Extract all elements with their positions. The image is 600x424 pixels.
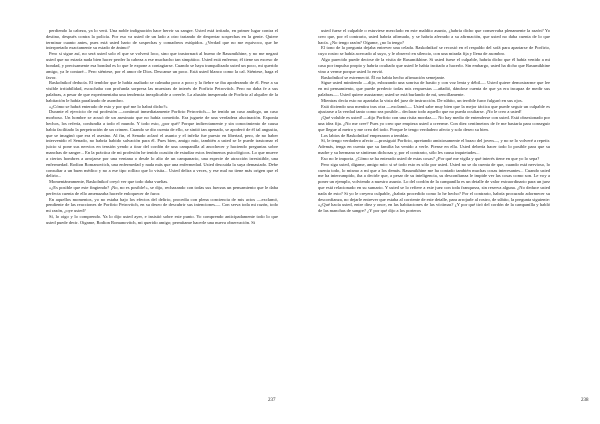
paragraph: «¿Cómo se habrá enterado de esto y por qué me lo habrá dicho?»: [49, 103, 168, 109]
paragraph: Está diciendo una mentira tras otra —exclamó—. Usted sabe muy bien que la mejor táctica que puede seguir un culpable es ajustarse a la verdad tanto como sea posible... declarar todo aquello que no pueda ocultarse. ¡No le creo a usted!: [318, 103, 550, 115]
page-number-left: 237: [268, 398, 276, 403]
paragraph: Los labios de Raskolnikof empezaron a temblar.: [321, 132, 409, 138]
paragraph: Momentáneamente, Raskolnikof creyó ver que todo daba vueltas.: [49, 179, 169, 185]
paragraph: Eso no le importa. ¿Cómo se ha enterado usted de estas cosas? ¿Por qué me vigila y qué interés tiene en que yo lo sepa?: [321, 155, 540, 161]
left-page-text: [46, 28, 278, 400]
paragraph: Raskolnikof deducía. El temblor que le había asaltado se calmaba poco a poco y la fiebre se iba apoderando de él. Pese a su visible irritabilidad, escuchaba con profunda sorpresa las muestras de interés de Porfirio Petrovitch. Pero no daba fe a sus palabras, a pesar de que experimentaba una tendencia inexplicable a creerle. La alusión inesperada de Porfirio al alquiler de la habitación le había paralizado de asombro.: [46, 80, 278, 103]
paragraph: perdiendo la cabeza, ya lo verá. Una noble indignación hace hervir su sangre. Usted está irritado, en primer lugar contra el destino, después contra la policía. Por eso va usted de un lado a otro tratando de despertar sospechas en la gente. Quiere terminar cuanto antes, pues está usted harto de sospechas y comadreos estúpidos. ¿Verdad que no me equivoco, que he interpretado exactamente su estado de ánimo?: [46, 28, 278, 51]
paragraph: Durante el ejercicio de mi profesión —continuó inmediatamente Porfirio Petrovitch— he tenido un caso análogo, un caso morboso. Un hombre se acusó de un asesinato que no había cometido. Era juguete de una verdadera alucinación. Exponía hechos, los refería, confundía a todo el mundo. Y todo esto, ¿por qué? Porque indirectamente y sin conocimiento de causa había facilitado la perpetración de un crimen. Cuando se dio cuenta de ello, se sintió tan apenado, se apoderó de él tal angustia, que se imaginó que era el asesino. Al fin, el Senado aclaró el asunto y el infeliz fue puesto en libertad, pero, de no haber intervenido el Senado, no habría habido salvación para él. Pues bien, amigo mío, también a usted se le puede trastornar el juicio si pone sus nervios en tensión yendo a tirar del cordón de una campanilla al anochecer y haciendo preguntas sobre manchas de sangre... En la práctica de mi profesión he tenido ocasión de estudiar estos fenómenos psicológicos. Lo que mueve a ciertos hombres a arrojarse por una ventana o desde lo alto de un campanario, una especie de atracción irresistible, una enfermedad. Rodion Romanovitch, una enfermedad y nada más que una enfermedad. Usted descuida la suya demasiado. Debe consultar a un buen médico y no a ese tipo rollizo que lo visita... Usted delira a veces, y ese mal no tiene más origen que el delirio...: [46, 109, 278, 179]
paragraph: Pero si sigue así, no será usted solo el que se volverá loco, sino que trastornará al bueno de Rasumikhine, y no me negará usted que no estaría nada bien hacer perder la cabeza a ese muchacho tan simpático. Usted está enfermo; él tiene un exceso de bondad, y precisamente esa bondad es lo que le expone a contagiarse. Cuando se haya tranquilizado usted un poco, mi querido amigo, ya le contaré... Pero siéntese, por el amor de Dios. Descanse un poco. Está usted blanco como la cal. Siéntese, haga el favor.: [46, 51, 278, 80]
right-page-text: [318, 28, 550, 400]
paragraph: Sí, lo oigo y lo comprendo. Ya lo dijo usted ayer, e insistió sobre este punto. Yo comprendo anticipadamente todo lo que usted puede decir. Oigame, Rodion Romanovitch, mi querido amigo; permítame hacerle una nueva observación. Si: [46, 214, 278, 225]
paragraph: En aquellos momentos, yo no estaba bajo los efectos del delirio, procedía con plena conciencia de mis actos —exclamó, pendiente de las reacciones de Porfirio Petrovitch, en su deseo de descubrir sus intenciones—. Con serva toda mi razón, todo mi razón, ¿oye usted?: [46, 196, 278, 214]
paragraph: Mientras decía esto no apartaba la vista del juez de instrucción. De súbito, un terrible furor fulguró en sus ojos.: [321, 97, 523, 103]
paragraph: Sigue usted mintiendo —dijo, esbozando una sonrisa de hastío y con voz lenta y débil—. Usted quiere demostrarme que lee en mi pensamiento, que puede predecir todas mis respuestas —añadió, dándose cuenta de que ya era incapaz de medir sus palabras—. Usted quiere asustarme; usted se está burlando de mí, sencillamente.: [318, 80, 550, 97]
paragraph: El tono de la pregunta dejaba entrever una celada. Raskolnikof se recostó en el respaldo del sofá para apartarse de Porfirio, cuyo rostro se había acercado al suyo, y le observó en silencio, con una mirada fija y llena de asombro.: [318, 45, 550, 57]
right-page: [300, 0, 600, 424]
paragraph: usted fuese el culpable o estuviese mezclado en este maldito asunto, ¿habría dicho que conservaba plenamente la razón? Yo creo que, por el contrario, usted habría afirmado, y se habría aferrado a su afirmación, que usted no daba cuenta de lo que hacía. ¿No tengo razón? Oígame, ¿no la tengo?: [318, 28, 550, 45]
paragraph: Algo parecido puede decirse de la visita de Rasumikhine. Si usted fuese el culpable, habría dicho que él había venido a mi casa por impulso propio y habría ocultado que usted le había incitado a hacerlo. Sin embargo, usted ha dicho que Rasumikhine vino a verme porque usted lo envió.: [318, 57, 550, 74]
paragraph: «¿Es posible que este fingiendo? ¡No, no es posible!», se dijo, rechazando con todas sus fuerzas un pensamiento que le daba perfecta cuenta de ello amenazaba hacerle enloquecer de furor.: [46, 184, 278, 196]
paragraph: Pero siga usted, dígame, amigo mío: si sé todo esto es sólo por usted. Usted no se da cuenta de que, cuando está nervioso, lo cuenta todo, lo mismo a mí que a los demás. Rasumikhine me ha contado también muchas cosas interesantes... Cuando usted me ha interrumpido, iba a decirle que, a pesar de su inteligencia, su desconfianza le impide ver las cosas como son. Le voy a poner un ejemplo, volviendo a nuestro asunto. Lo del cordón de la campanilla es un detalle de valor extraordinario para un juez que está relacionado en su sumario. Y usted se lo refiere a este juez con toda franqueza, sin reserva alguna. ¿No deduce usted nada de esto? Si yo le creyera culpable, ¿habría procedido como lo he hecho? Por el contrario, habría procurado adormecer su desconfianza, no dejarle entrever que estaba al corriente de este detalle, para arrojarle al rostro, de súbito, la pregunta siguiente: «¿Qué hacía usted, entre diez y once, en las habitaciones de las víctimas? ¿Y por qué tiró del cordón de la campanilla y habló de las manchas de sangre? ¿Y por qué dijo a los porteros: [318, 161, 550, 214]
paragraph: ¡Qué voluble es usted! —dijo Porfirio con una risita mordaz—. No hay medio de entenderse con usted. Está obsesionado por una idea fija. ¿No me cree? Pues yo creo que empieza usted a creerme. Con diez centímetros de fe me bastaría para conseguir que llegue al metro y me crea del todo. Porque le tengo verdadero afecto y solo deseo su bien.: [318, 115, 550, 132]
paragraph: Sí, le tengo verdadero afecto —prosiguió Porfirio, apretando amistosamente el brazo del joven—, y no se lo volveré a repetir. Además, tenga en cuenta que su familia ha venido a verle. Piense en ella. Usted debería hacer todo lo posible para que su madre y su hermana se sintieran dichosas y, por el contrario, sólo les causa inquietudes...: [318, 138, 550, 156]
page-number-right: 238: [581, 398, 589, 403]
paragraph: Raskolnikof se estremeció. Él no había hecho afirmación semejante.: [321, 74, 446, 80]
